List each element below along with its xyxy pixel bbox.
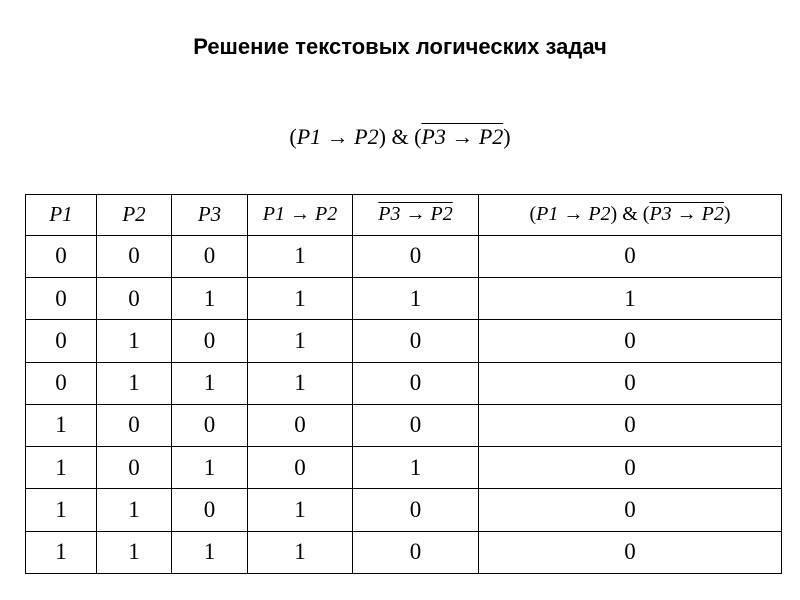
table-row <box>26 489 782 531</box>
cell-p1: 0 <box>26 278 97 320</box>
cell-p1: 0 <box>26 362 97 404</box>
header-p2: P2 <box>97 195 172 236</box>
cell-p3: 1 <box>172 447 248 489</box>
formula-right-close: ) <box>503 124 511 149</box>
header-negated-implication <box>353 195 479 236</box>
cell-p2: 0 <box>97 404 172 446</box>
cell-negated-implication: 1 <box>353 447 479 489</box>
cell-p3: 1 <box>172 362 248 404</box>
cell-result: 1 <box>479 278 782 320</box>
cell-p2: 1 <box>97 320 172 362</box>
table-row <box>26 404 782 446</box>
formula-left-open: ( <box>289 124 297 149</box>
cell-implication: 1 <box>248 362 353 404</box>
logic-formula <box>0 124 800 150</box>
cell-p3: 0 <box>172 404 248 446</box>
cell-p1: 0 <box>26 235 97 277</box>
cell-implication: 1 <box>248 531 353 573</box>
cell-implication: 0 <box>248 447 353 489</box>
formula-and: & <box>385 124 415 149</box>
cell-implication: 0 <box>248 404 353 446</box>
page-title: Решение текстовых логических задач <box>193 34 607 59</box>
cell-negated-implication: 0 <box>353 362 479 404</box>
header-implication: P1 → P2 <box>248 195 353 236</box>
cell-p3: 1 <box>172 531 248 573</box>
result-right-open: ( <box>642 203 650 226</box>
cell-p2: 1 <box>97 362 172 404</box>
cell-negated-implication: 0 <box>353 235 479 277</box>
formula-left-close: ) <box>378 124 386 149</box>
result-left-close: ) <box>610 203 618 226</box>
result-and: & <box>617 203 643 226</box>
header-negated-implication-text: P3 → P2 <box>378 203 453 226</box>
result-left-implication: P1 → P2 <box>536 203 611 226</box>
cell-result: 0 <box>479 235 782 277</box>
cell-result: 0 <box>479 362 782 404</box>
result-right-close: ) <box>723 203 731 226</box>
cell-result: 0 <box>479 320 782 362</box>
cell-implication: 1 <box>248 235 353 277</box>
cell-p2: 0 <box>97 235 172 277</box>
cell-result: 0 <box>479 404 782 446</box>
cell-implication: 1 <box>248 489 353 531</box>
table-header-row <box>26 195 782 236</box>
cell-implication: 1 <box>248 320 353 362</box>
table-row <box>26 447 782 489</box>
formula-left-implication: P1 → P2 <box>296 124 379 149</box>
header-p3: P3 <box>172 195 248 236</box>
table-row <box>26 235 782 277</box>
cell-p1: 1 <box>26 404 97 446</box>
header-result <box>479 195 782 236</box>
cell-p2: 0 <box>97 278 172 320</box>
cell-negated-implication: 0 <box>353 531 479 573</box>
cell-p2: 0 <box>97 447 172 489</box>
cell-implication: 1 <box>248 278 353 320</box>
cell-p3: 0 <box>172 489 248 531</box>
cell-p1: 1 <box>26 531 97 573</box>
cell-p1: 0 <box>26 320 97 362</box>
cell-result: 0 <box>479 447 782 489</box>
truth-table <box>25 194 782 574</box>
table-row <box>26 278 782 320</box>
cell-p3: 0 <box>172 320 248 362</box>
formula-right-open: ( <box>414 124 422 149</box>
table-row <box>26 320 782 362</box>
cell-p1: 1 <box>26 489 97 531</box>
cell-negated-implication: 0 <box>353 489 479 531</box>
cell-p1: 1 <box>26 447 97 489</box>
cell-result: 0 <box>479 489 782 531</box>
cell-result: 0 <box>479 531 782 573</box>
table-row <box>26 531 782 573</box>
cell-negated-implication: 1 <box>353 278 479 320</box>
cell-p3: 1 <box>172 278 248 320</box>
table-row <box>26 362 782 404</box>
cell-p3: 0 <box>172 235 248 277</box>
cell-p2: 1 <box>97 531 172 573</box>
cell-p2: 1 <box>97 489 172 531</box>
header-p1: P1 <box>26 195 97 236</box>
cell-negated-implication: 0 <box>353 404 479 446</box>
formula-negated-implication: P3 → P2 <box>421 124 504 149</box>
result-negated-implication: P3 → P2 <box>649 203 724 226</box>
cell-negated-implication: 0 <box>353 320 479 362</box>
result-left-open: ( <box>529 203 537 226</box>
